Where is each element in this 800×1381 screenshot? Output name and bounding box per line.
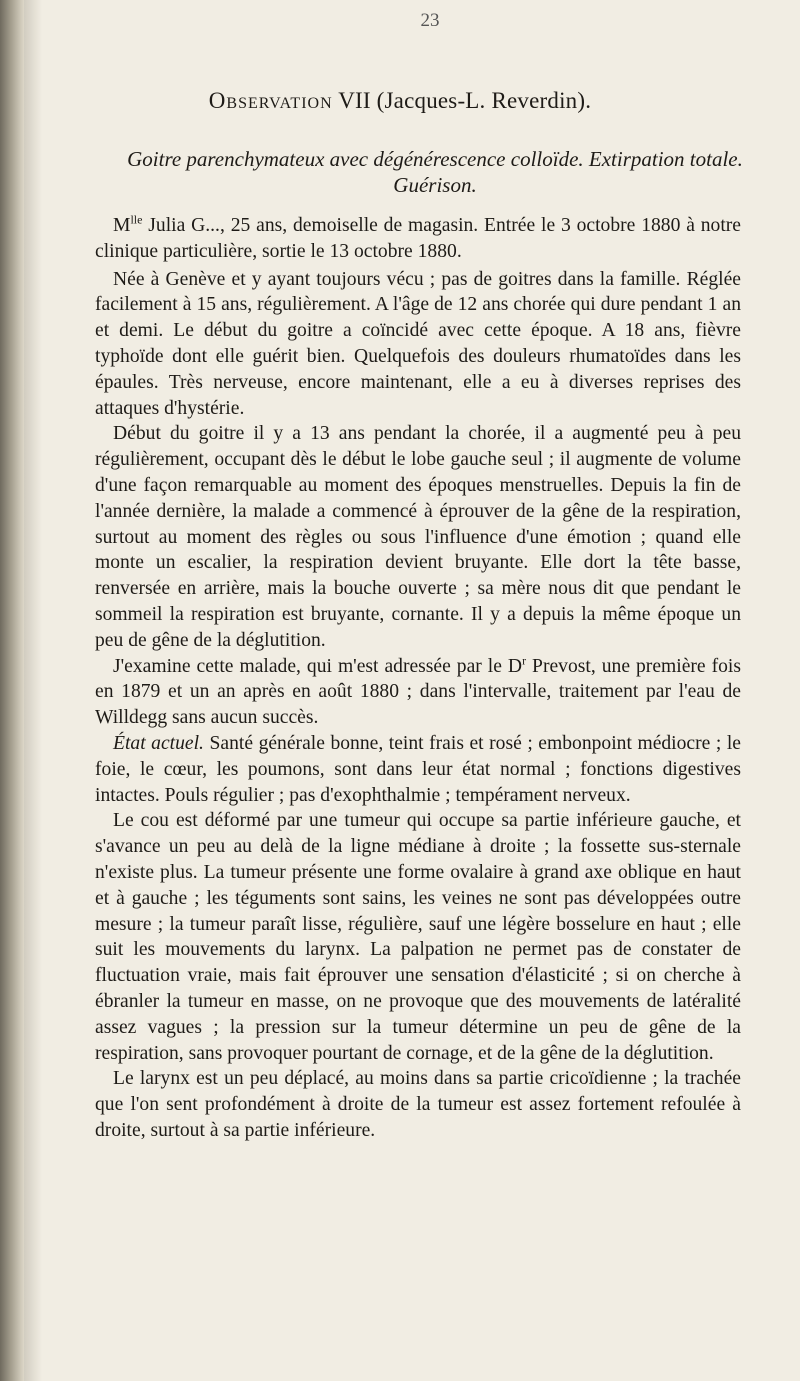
superscript: r: [522, 653, 527, 668]
paragraph-current-state: [95, 731, 741, 808]
superscript: lle: [130, 212, 143, 227]
text-fragment: Prevost, une première fois en 1879 et un an après en août 1880 ; dans l'intervalle, traitement par l'eau de Willdegg sans aucun succès.: [95, 655, 741, 729]
observation-subtitle: Goitre parenchymateux avec dégénérescence colloïde. Extirpation totale. Guérison.: [127, 147, 743, 197]
paragraph-goitre-onset: Début du goitre il y a 13 ans pendant la chorée, il a augmenté peu à peu régulièrement, occupant dès le début le lobe gauche seul ; il augmente de volume d'une façon remarquable au moment des époques menstruelles. Depuis la fin de l'année dernière, la malade a commencé à éprouver de la gêne de la respiration, surtout au moment des règles ou sous l'influence d'une émotion ; quand elle monte un escalier, la respiration devient bruyante. Elle dort la tête basse, renversée en arrière, mais la bouche ouverte ; sa mère nous dit que pendant le sommeil la respiration est bruyante, cornante. Il y a depuis la même époque un peu de gêne de la déglutition.: [95, 423, 741, 651]
gutter-shadow: [24, 0, 42, 1381]
paragraph-history: Née à Genève et y ayant toujours vécu ; pas de goitres dans la famille. Réglée facilement à 15 ans, régulièrement. A l'âge de 12 ans chorée qui dure pendant 1 an et demi. Le début du goitre a coïncidé avec cette époque. A 18 ans, fièvre typhoïde dont elle guérit bien. Quelquefois des douleurs rhumatoïdes dans les épaules. Très nerveuse, encore maintenant, elle a eu à diverses reprises des attaques d'hystérie.: [95, 268, 741, 419]
paragraph-tumor-description: Le cou est déformé par une tumeur qui occupe sa partie inférieure gauche, et s'avance un peu au delà de la ligne médiane à droite ; la fossette sus-sternale n'existe plus. La tumeur présente une forme ovalaire à grand axe oblique en haut et à gauche ; les téguments sont sains, les veines ne sont pas développées outre mesure ; la tumeur paraît lisse, régulière, sauf une légère bosselure en haut ; elle suit les mouvements du larynx. La palpation ne permet pas de constater de fluctuation vraie, mais fait éprouver une sensation d'élasticité ; si on cherche à ébranler la tumeur en masse, on ne provoque que des mouvements de latéralité assez vagues ; la pression sur la tumeur détermine un peu de gêne de la respiration, sans provoquer pourtant de cornage, et de la gêne de la déglutition.: [95, 810, 741, 1064]
observation-heading: [0, 88, 800, 114]
page-number: 23: [420, 10, 440, 31]
heading-rest: VII (Jacques-L. Reverdin).: [338, 88, 592, 113]
text-fragment: J'examine cette malade, qui m'est adressée par le D: [113, 655, 523, 677]
paragraph-patient-intro: [95, 213, 741, 265]
text-fragment: Julia G..., 25 ans, demoiselle de magasin. Entrée le 3 octobre 1880 à notre clinique particulière, sortie le 13 octobre 1880.: [95, 215, 741, 262]
paragraph-referral: [95, 654, 741, 731]
text-fragment: M: [113, 215, 131, 236]
observation-body: [95, 213, 741, 1144]
book-spine-shadow: [0, 0, 24, 1381]
section-label: État actuel.: [113, 732, 204, 754]
heading-lead: Observation: [208, 88, 333, 113]
text-fragment: Santé générale bonne, teint frais et rosé ; embonpoint médiocre ; le foie, le cœur, les poumons, sont dans leur état normal ; fonctions digestives intactes. Pouls régulier ; pas d'exophthalmie ; tempérament nerveux.: [95, 732, 741, 806]
paragraph-larynx: Le larynx est un peu déplacé, au moins dans sa partie cricoïdienne ; la trachée que l'on sent profondément à droite de la tumeur est assez fortement refoulée à droite, surtout à sa partie inférieure.: [95, 1068, 741, 1141]
